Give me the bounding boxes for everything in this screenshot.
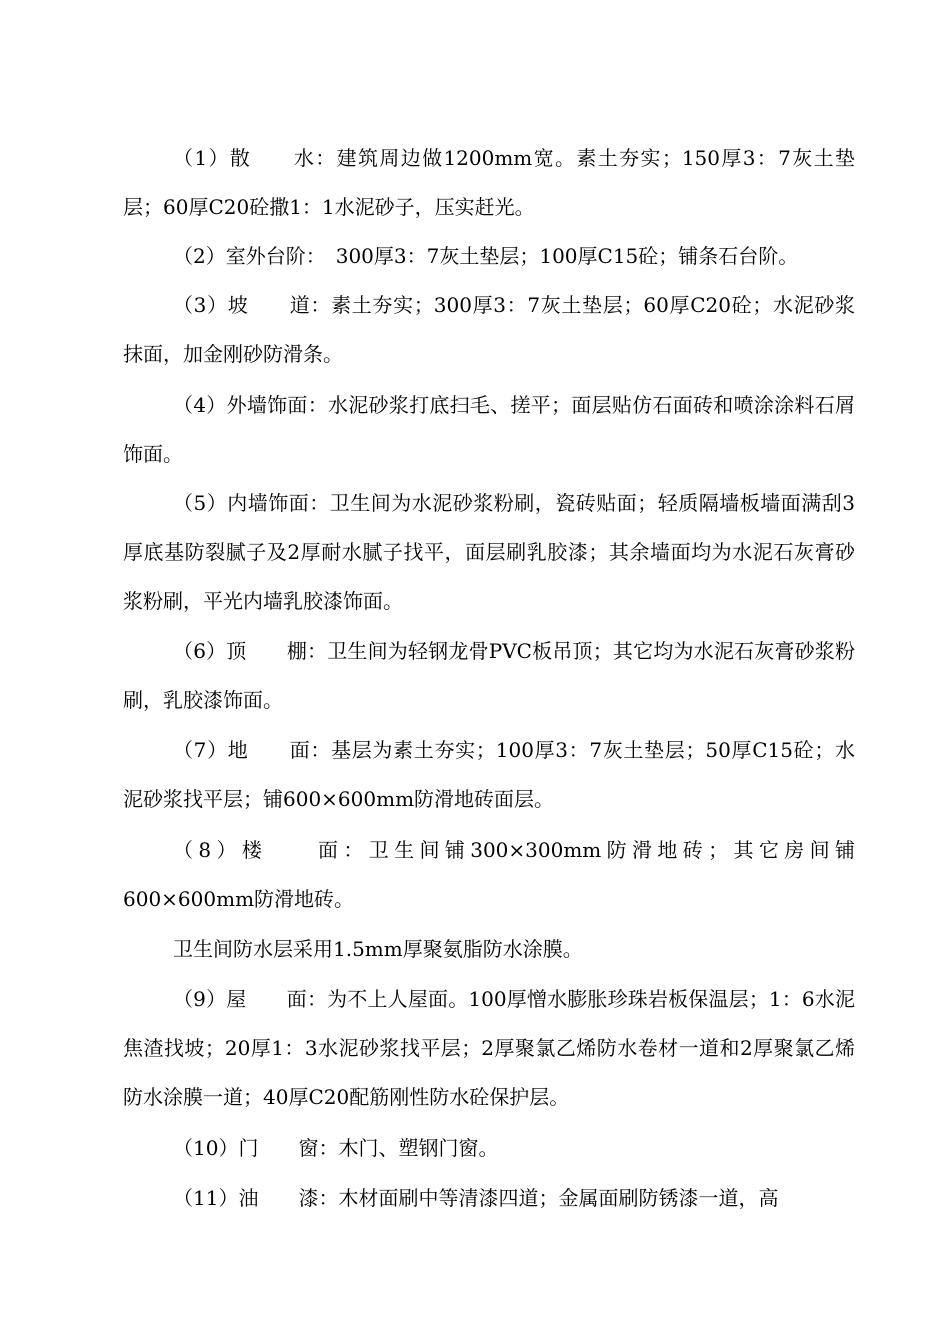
paragraph-dimian: （7）地 面：基层为素土夯实；100厚3：7灰土垫层；50厚C15砼；水泥砂浆找平层；铺600×600mm防滑地砖面层。 (123, 738, 855, 811)
paragraph-menchuang: （10）门 窗：木门、塑钢门窗。 (173, 1136, 499, 1160)
paragraph-neiqiang: （5）内墙饰面：卫生间为水泥砂浆粉刷，瓷砖贴面；轻质隔墙板墙面满刮3厚底基防裂腻子及2厚耐水腻子找平，面层刷乳胶漆；其余墙面均为水泥石灰膏砂浆粉刷，平光内墙乳胶漆饰面。 (123, 491, 855, 613)
paragraph-waiqiang: （4）外墙饰面：水泥砂浆打底扫毛、搓平；面层贴仿石面砖和喷涂涂料石屑饰面。 (123, 393, 855, 466)
paragraph-podao: （3）坡 道：素土夯实；300厚3：7灰土垫层；60厚C20砼；水泥砂浆抹面，加金刚砂防滑条。 (123, 293, 855, 366)
paragraph-wumian: （9）屋 面：为不上人屋面。100厚憎水膨胀珍珠岩板保温层；1：6水泥焦渣找坡；20厚1：3水泥砂浆找平层；2厚聚氯乙烯防水卷材一道和2厚聚氯乙烯防水涂膜一道；40厚C20配筋刚性防水砼保护层。 (123, 987, 855, 1109)
paragraph-fangshui: 卫生间防水层采用1.5mm厚聚氨脂防水涂膜。 (173, 937, 583, 961)
paragraph-dingpeng: （6）顶 棚：卫生间为轻钢龙骨PVC板吊顶；其它均为水泥石灰膏砂浆粉刷，乳胶漆饰面。 (123, 639, 855, 712)
paragraph-loumian: （8）楼 面：卫生间铺300×300mm防滑地砖；其它房间铺600×600mm防滑地砖。 (123, 838, 855, 911)
paragraph-taijie: （2）室外台阶： 300厚3：7灰土垫层；100厚C15砼；铺条石台阶。 (173, 244, 799, 268)
paragraph-sanshui: （1）散 水：建筑周边做1200mm宽。素土夯实；150厚3：7灰土垫层；60厚C20砼撒1：1水泥砂子，压实赶光。 (123, 146, 855, 219)
paragraph-youqi: （11）油 漆：木材面刷中等清漆四道；金属面刷防锈漆一道，高 (173, 1186, 779, 1210)
